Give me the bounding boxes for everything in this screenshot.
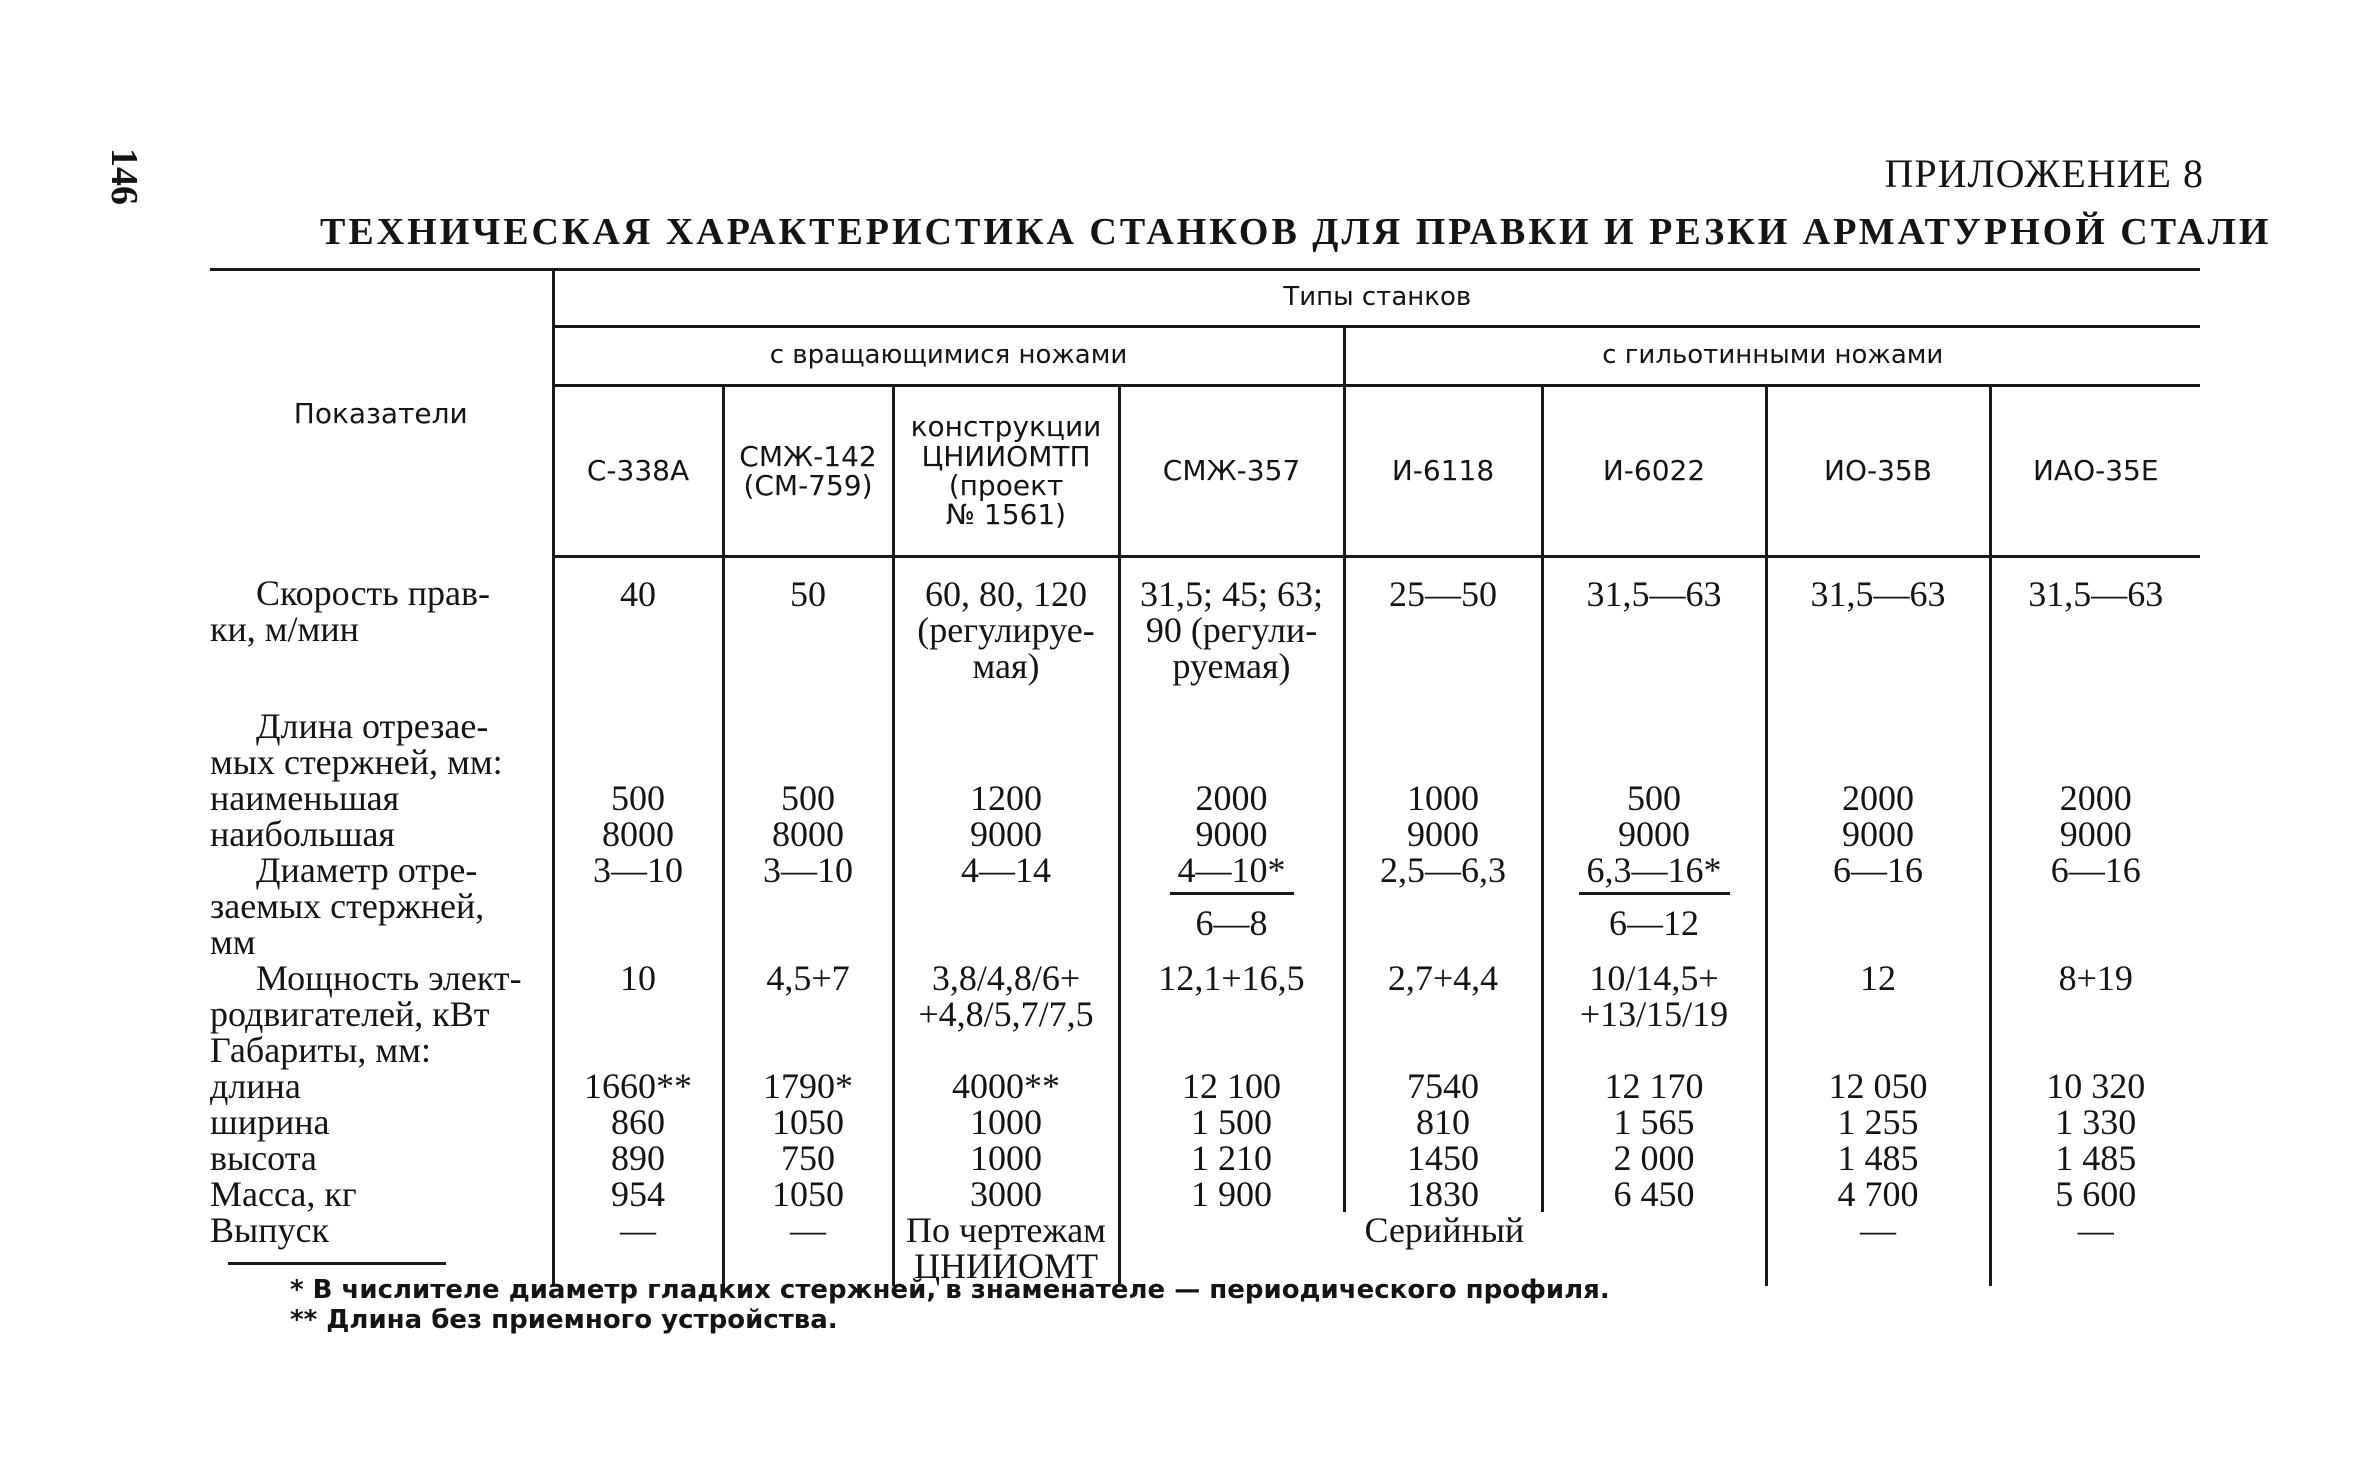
cell-diam-6 [1542,852,1766,960]
cell-dlen-8: 10 320 [1990,1068,2200,1104]
cell-speed-8: 31,5—63 [1990,557,2200,685]
cell-dwid-7: 1 255 [1766,1104,1990,1140]
page-number: 146 [103,148,145,205]
cell-power-1: 10 [553,960,723,1032]
model-header-io35v: ИО-35В [1766,386,1990,557]
cell-dhgt-8: 1 485 [1990,1140,2200,1176]
cell-length-gap-8 [1990,684,2200,780]
footnote-rule [228,1262,446,1265]
footnote-1: * В числителе диаметр гладких стержней, в знаменателе — периодического профиля. [290,1275,1610,1305]
cell-dwid-1: 860 [553,1104,723,1140]
diam-4-smooth: 4—10* [1170,852,1294,895]
cell-dhgt-2: 750 [723,1140,893,1176]
cell-dhgt-4: 1 210 [1119,1140,1344,1176]
cell-power-3: 3,8/4,8/6+ +4,8/5,7/7,5 [893,960,1119,1032]
cell-lmin-7: 2000 [1766,780,1990,816]
cell-output-8: — [1990,1212,2200,1286]
cell-dwid-4: 1 500 [1119,1104,1344,1140]
cell-power-8: 8+19 [1990,960,2200,1032]
cell-mass-5: 1830 [1344,1176,1542,1212]
cell-lmax-6: 9000 [1542,816,1766,852]
cell-speed-4: 31,5; 45; 63; 90 (регули- руемая) [1119,557,1344,685]
row-dim-width [210,1104,2200,1140]
cell-dlen-2: 1790* [723,1068,893,1104]
cell-dim-gap-8 [1990,1032,2200,1068]
row-speed [210,557,2200,685]
cell-power-6: 10/14,5+ +13/15/19 [1542,960,1766,1032]
cell-output-serial: Серийный [1364,1210,1525,1250]
cell-speed-5: 25—50 [1344,557,1542,685]
row-length-max [210,816,2200,852]
cell-dlen-3: 4000** [893,1068,1119,1104]
cell-lmax-2: 8000 [723,816,893,852]
cell-diam-3: 4—14 [893,852,1119,960]
row-dim-height [210,1140,2200,1176]
model-header-i6022: И-6022 [1542,386,1766,557]
header-rotating-knives: с вращающимися ножами [553,327,1344,386]
cell-dwid-6: 1 565 [1542,1104,1766,1140]
param-diameter: Диаметр отре- заемых стержней, мм [210,850,485,962]
cell-lmax-8: 9000 [1990,816,2200,852]
cell-speed-2: 50 [723,557,893,685]
cell-power-2: 4,5+7 [723,960,893,1032]
cell-lmin-6: 500 [1542,780,1766,816]
cell-mass-7: 4 700 [1766,1176,1990,1212]
cell-mass-3: 3000 [893,1176,1119,1212]
cell-mass-8: 5 600 [1990,1176,2200,1212]
row-mass [210,1176,2200,1212]
cell-dlen-6: 12 170 [1542,1068,1766,1104]
cell-speed-3: 60, 80, 120 (регулируе- мая) [893,557,1119,685]
cell-dlen-5: 7540 [1344,1068,1542,1104]
cell-lmin-2: 500 [723,780,893,816]
cell-dim-gap-4 [1119,1032,1344,1068]
cell-dim-gap-5 [1344,1032,1542,1068]
cell-power-5: 2,7+4,4 [1344,960,1542,1032]
param-length-max: наибольшая [210,814,395,854]
param-dimensions: Габариты, мм: [210,1030,431,1070]
cell-lmin-8: 2000 [1990,780,2200,816]
cell-dhgt-6: 2 000 [1542,1140,1766,1176]
cell-dhgt-1: 890 [553,1140,723,1176]
cell-diam-1: 3—10 [553,852,723,960]
param-mass: Масса, кг [210,1174,357,1214]
appendix-label: ПРИЛОЖЕНИЕ 8 [1884,151,2204,196]
cell-dhgt-5: 1450 [1344,1140,1542,1176]
param-length: Длина отрезае- мых стержней, мм: [210,706,503,782]
model-header-smzh357: СМЖ-357 [1119,386,1344,557]
cell-length-gap-7 [1766,684,1990,780]
row-length-header [210,684,2200,780]
param-speed: Скорость прав- ки, м/мин [210,572,490,649]
cell-lmin-5: 1000 [1344,780,1542,816]
param-dim-width: ширина [210,1102,330,1142]
cell-output-3: По чертежам ЦНИИОМТ [893,1212,1119,1286]
cell-dim-gap-6 [1542,1032,1766,1068]
row-length-min [210,780,2200,816]
cell-dwid-2: 1050 [723,1104,893,1140]
cell-mass-1: 954 [553,1176,723,1212]
cell-diam-7: 6—16 [1766,852,1990,960]
cell-length-gap-4 [1119,684,1344,780]
cell-mass-6: 6 450 [1542,1176,1766,1212]
cell-lmin-3: 1200 [893,780,1119,816]
model-header-iao35e: ИАО-35Е [1990,386,2200,557]
param-dim-height: высота [210,1138,317,1178]
cell-dwid-5: 810 [1344,1104,1542,1140]
row-power [210,960,2200,1032]
param-power: Мощность элект- родвигателей, кВт [210,958,522,1034]
cell-dim-gap-2 [723,1032,893,1068]
model-header-cniiomtp: конструкции ЦНИИОМТП (проект № 1561) [893,386,1119,557]
cell-power-7: 12 [1766,960,1990,1032]
cell-lmax-1: 8000 [553,816,723,852]
cell-speed-6: 31,5—63 [1542,557,1766,685]
cell-output-2: — [723,1212,893,1286]
param-dim-length: длина [210,1066,301,1106]
cell-speed-1: 40 [553,557,723,685]
cell-dlen-4: 12 100 [1119,1068,1344,1104]
cell-output-1: — [553,1212,723,1286]
cell-dim-gap-7 [1766,1032,1990,1068]
cell-length-gap-5 [1344,684,1542,780]
footnote-2: ** Длина без приемного устройства. [290,1304,838,1335]
diam-6-smooth: 6,3—16* [1579,852,1730,895]
cell-lmax-4: 9000 [1119,816,1344,852]
cell-dwid-8: 1 330 [1990,1104,2200,1140]
cell-dim-gap-3 [893,1032,1119,1068]
cell-lmin-1: 500 [553,780,723,816]
header-guillotine-knives: с гильотинными ножами [1344,327,2200,386]
cell-dim-gap-1 [553,1032,723,1068]
cell-length-gap-6 [1542,684,1766,780]
header-machine-types: Типы станков [553,270,2200,327]
model-header-c338a: С-338А [553,386,723,557]
cell-mass-4: 1 900 [1119,1176,1344,1212]
cell-diam-8: 6—16 [1990,852,2200,960]
param-length-min: наименьшая [210,778,400,818]
machine-specs-table [210,268,2200,1286]
cell-dlen-1: 1660** [553,1068,723,1104]
diam-6-periodic: 6—12 [1609,903,1699,943]
table-title: ТЕХНИЧЕСКАЯ ХАРАКТЕРИСТИКА СТАНКОВ ДЛЯ ПРАВКИ И РЕЗКИ АРМАТУРНОЙ СТАЛИ [320,211,2272,253]
cell-length-gap-2 [723,684,893,780]
cell-diam-5: 2,5—6,3 [1344,852,1542,960]
row-dimensions-header [210,1032,2200,1068]
cell-dlen-7: 12 050 [1766,1068,1990,1104]
cell-dhgt-3: 1000 [893,1140,1119,1176]
cell-diam-2: 3—10 [723,852,893,960]
cell-lmax-7: 9000 [1766,816,1990,852]
cell-diam-4 [1119,852,1344,960]
param-output: Выпуск [210,1210,329,1250]
cell-mass-2: 1050 [723,1176,893,1212]
model-header-i6118: И-6118 [1344,386,1542,557]
row-dim-length [210,1068,2200,1104]
cell-lmax-5: 9000 [1344,816,1542,852]
cell-length-gap-1 [553,684,723,780]
cell-lmin-4: 2000 [1119,780,1344,816]
header-parameters: Показатели [210,270,553,557]
cell-speed-7: 31,5—63 [1766,557,1990,685]
diam-4-periodic: 6—8 [1195,903,1268,943]
cell-power-4: 12,1+16,5 [1119,960,1344,1032]
cell-output-7: — [1766,1212,1990,1286]
cell-length-gap-3 [893,684,1119,780]
model-header-smzh142: СМЖ-142 (СМ-759) [723,386,893,557]
cell-lmax-3: 9000 [893,816,1119,852]
footnotes [290,1276,1610,1336]
cell-dhgt-7: 1 485 [1766,1140,1990,1176]
row-diameter [210,852,2200,960]
cell-dwid-3: 1000 [893,1104,1119,1140]
